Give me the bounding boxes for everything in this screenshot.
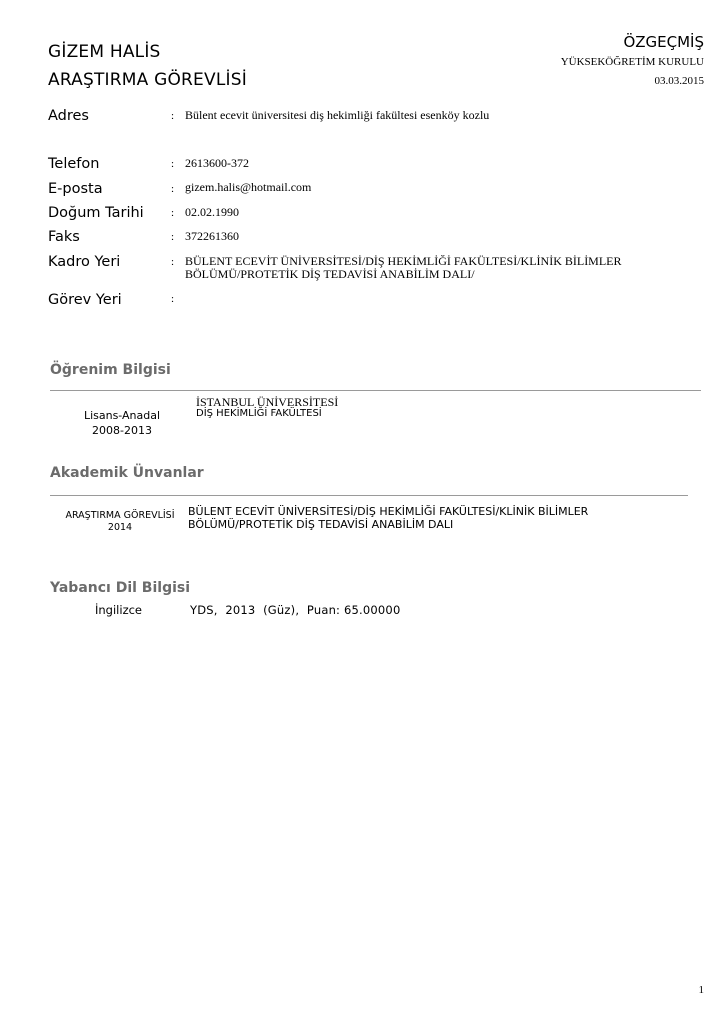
education-years: 2008-2013 bbox=[92, 424, 152, 437]
academic-title-unit-line2: BÖLÜMÜ/PROTETİK DİŞ TEDAVİSİ ANABİLİM DALI bbox=[188, 518, 454, 531]
fax-label: Faks bbox=[48, 229, 80, 245]
email-value: gizem.halis@hotmail.com bbox=[185, 180, 312, 194]
academic-title-unit-line1: BÜLENT ECEVİT ÜNİVERSİTESİ/DİŞ HEKİMLİĞİ FAKÜLTESİ/KLİNİK BİLİMLER bbox=[188, 505, 589, 518]
education-university: İSTANBUL ÜNİVERSİTESİ bbox=[196, 395, 339, 409]
address-value: Bülent ecevit üniversitesi diş hekimliği fakültesi esenköy kozlu bbox=[185, 108, 490, 122]
academic-title bbox=[58, 510, 182, 534]
education-divider bbox=[50, 390, 701, 391]
address-label: Adres bbox=[48, 108, 89, 124]
fax-colon: : bbox=[171, 231, 175, 243]
fax-value: 372261360 bbox=[185, 229, 239, 243]
document-date: 03.03.2015 bbox=[654, 75, 704, 87]
person-position: ARAŞTIRMA GÖREVLİSİ bbox=[48, 70, 247, 90]
cadre-place-value-line1: BÜLENT ECEVİT ÜNİVERSİTESİ/DİŞ HEKİMLİĞİ FAKÜLTESİ/KLİNİK BİLİMLER bbox=[185, 254, 622, 268]
person-name: GİZEM HALİS bbox=[48, 42, 161, 62]
academic-titles-section-title: Akademik Ünvanlar bbox=[50, 465, 204, 481]
address-colon: : bbox=[171, 110, 175, 122]
phone-label: Telefon bbox=[48, 156, 100, 172]
duty-place-colon: : bbox=[171, 293, 175, 305]
duty-place-label: Görev Yeri bbox=[48, 292, 122, 308]
language-detail: YDS, 2013 (Güz), Puan: 65.00000 bbox=[190, 603, 401, 617]
education-section-title: Öğrenim Bilgisi bbox=[50, 362, 171, 378]
document-title: ÖZGEÇMİŞ bbox=[623, 33, 704, 51]
birth-date-colon: : bbox=[171, 207, 175, 219]
page-number: 1 bbox=[698, 984, 704, 996]
birth-date-label: Doğum Tarihi bbox=[48, 205, 144, 221]
education-degree bbox=[70, 408, 174, 438]
academic-titles-divider bbox=[50, 495, 688, 496]
languages-section-title: Yabancı Dil Bilgisi bbox=[50, 580, 191, 596]
institution-name: YÜKSEKÖĞRETİM KURULU bbox=[560, 56, 704, 68]
language-name: İngilizce bbox=[95, 603, 142, 617]
education-degree-name: Lisans-Anadal bbox=[83, 409, 161, 422]
email-colon: : bbox=[171, 183, 175, 195]
academic-title-name: ARAŞTIRMA GÖREVLİSİ bbox=[65, 510, 175, 521]
phone-value: 2613600-372 bbox=[185, 156, 249, 170]
email-label: E-posta bbox=[48, 181, 103, 197]
cadre-place-label: Kadro Yeri bbox=[48, 254, 121, 270]
cadre-place-colon: : bbox=[171, 256, 175, 268]
birth-date-value: 02.02.1990 bbox=[185, 205, 239, 219]
phone-colon: : bbox=[171, 158, 175, 170]
cadre-place-value-line2: BÖLÜMÜ/PROTETİK DİŞ TEDAVİSİ ANABİLİM DALI/ bbox=[185, 267, 475, 281]
academic-title-year: 2014 bbox=[107, 522, 133, 533]
academic-title-unit bbox=[188, 505, 688, 531]
education-faculty: DİŞ HEKİMLİĞİ FAKÜLTESİ bbox=[196, 408, 322, 419]
